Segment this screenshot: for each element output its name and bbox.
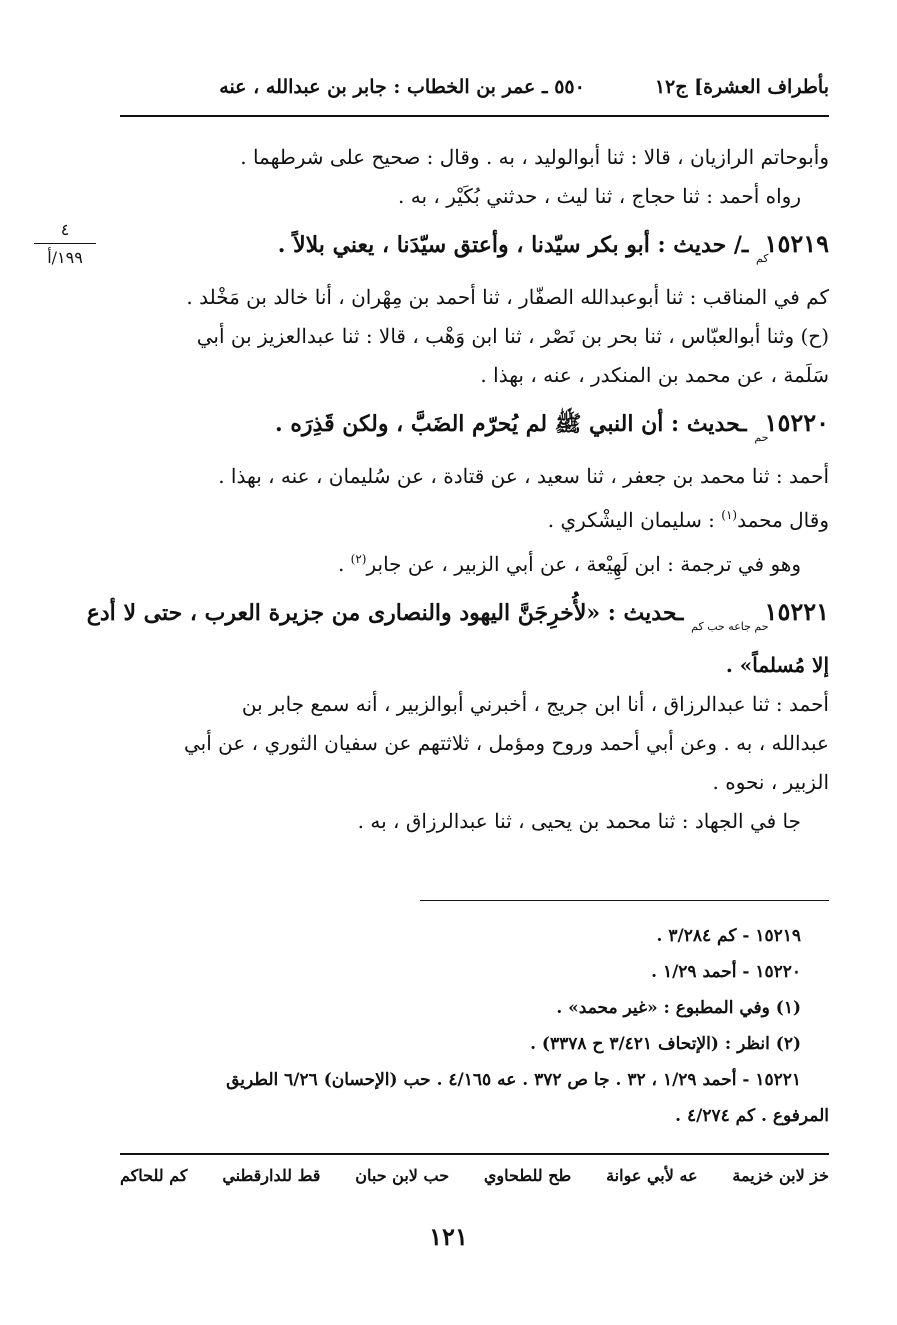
source-symbol: كم: [755, 252, 769, 265]
footnote: ١٥٢٢٠ - أحمد ١/٢٩ .: [651, 962, 801, 982]
abbreviation-item: خز لابن خزيمة: [732, 1166, 829, 1185]
text-span: وهو في ترجمة : ابن لَهِيْعة ، عن أبي الزبير ، عن جابر: [366, 552, 801, 576]
abbreviation-item: كم للحاكم: [120, 1166, 188, 1185]
footnote-ref: (١): [721, 508, 738, 522]
source-symbol: حم: [754, 431, 769, 444]
running-title-chapter: ٥٥٠ ـ عمر بن الخطاب : جابر بن عبدالله ، عنه: [219, 76, 585, 98]
footnote: المرفوع . كم ٤/٢٧٤ .: [675, 1106, 829, 1126]
text-line: [120, 496, 829, 540]
text-span: .: [337, 552, 351, 576]
text-line: [120, 540, 829, 584]
footnote: (١) وفي المطبوع : «غير محمد» .: [556, 998, 801, 1018]
hadith-number: ١٥٢٢١: [764, 597, 829, 626]
hadith-title: ـحديث : «لأُخرِجَنَّ اليهود والنصارى من جزيرة العرب ، حتى لا أدع: [86, 600, 684, 626]
footnote-ref: (٢): [350, 552, 367, 566]
hadith-heading-15221: [86, 592, 829, 646]
abbreviation-rule: [120, 1153, 829, 1155]
text-line: جا في الجهاد : ثنا محمد بن يحيى ، ثنا عبدالرزاق ، به .: [357, 809, 801, 833]
margin-note-top: ٤: [60, 220, 70, 239]
hadith-heading-15220: [120, 403, 829, 457]
abbreviation-item: عه لأبي عوانة: [606, 1166, 698, 1185]
source-symbol: حم جاعه حب كم: [691, 620, 769, 633]
margin-note-bottom: ١٩٩/أ: [47, 248, 83, 267]
footnotes: [120, 918, 829, 1134]
hadith-number: ١٥٢١٩: [764, 229, 829, 258]
abbreviation-item: حب لابن حبان: [355, 1166, 450, 1185]
main-text: [86, 138, 829, 841]
margin-folio-note: [30, 220, 100, 267]
text-line: عبدالله ، به . وعن أبي أحمد وروح ومؤمل ، ثلاثتهم عن سفيان الثوري ، عن أبي: [184, 731, 829, 755]
text-line: وأبوحاتم الرازيان ، قالا : ثنا أبوالوليد ، به . وقال : صحيح على شرطهما .: [240, 145, 829, 169]
header-rule: [120, 115, 829, 117]
text-span: وقال محمد: [737, 508, 829, 532]
text-line: رواه أحمد : ثنا حجاج ، ثنا ليث ، حدثني بُكَيْر ، به .: [398, 184, 801, 208]
abbreviation-key: [120, 1166, 829, 1185]
hadith-title: ـحديث : أن النبي ﷺ لم يُحرّم الضَبَّ ، ولكن قَذِرَه .: [275, 411, 747, 437]
abbreviation-item: قط للدارقطني: [222, 1166, 321, 1185]
running-header: [120, 70, 829, 104]
hadith-heading-15219: [120, 224, 829, 278]
page-number: ١٢١: [429, 1222, 468, 1251]
hadith-title: ـ/ حديث : أبو بكر سيّدنا ، وأعتق سيّدَنا ، يعني بلالاً .: [277, 232, 749, 258]
text-line: الزبير ، نحوه .: [712, 770, 829, 794]
footnote: ١٥٢١٩ - كم ٣/٢٨٤ .: [656, 926, 801, 946]
text-span: : سليمان اليشْكري .: [547, 508, 722, 532]
footnote-rule: [420, 900, 829, 901]
text-line: أحمد : ثنا محمد بن جعفر ، ثنا سعيد ، عن قتادة ، عن سُليمان ، عنه ، بهذا .: [218, 464, 829, 488]
footnote: ١٥٢٢١ - أحمد ١/٢٩ ، ٣٢ . جا ص ٣٧٢ . عه ٤/١٦٥ . حب (الإحسان) ٦/٢٦ الطريق: [226, 1070, 801, 1090]
footnote: (٢) انظر : (الإتحاف ٣/٤٢١ ح ٣٣٧٨) .: [530, 1034, 801, 1054]
text-line: سَلَمة ، عن محمد بن المنكدر ، عنه ، بهذا .: [480, 363, 829, 387]
margin-note-divider: [34, 243, 96, 244]
text-line: أحمد : ثنا عبدالرزاق ، أنا ابن جريج ، أخبرني أبوالزبير ، أنه سمع جابر بن: [241, 692, 829, 716]
text-line: كم في المناقب : ثنا أبوعبدالله الصفّار ، ثنا أحمد بن مِهْران ، أنا خالد بن مَخْلد .: [186, 285, 829, 309]
running-title-volume: بأطراف العشرة] ج١٢: [654, 76, 829, 98]
hadith-number: ١٥٢٢٠: [764, 408, 829, 437]
hadith-title-continued: إلا مُسلماً» .: [725, 653, 829, 677]
text-line: (ح) وثنا أبوالعبّاس ، ثنا بحر بن نَصْر ، ثنا ابن وَهْب ، قالا : ثنا عبدالعزيز بن أبي: [196, 324, 829, 348]
abbreviation-item: طح للطحاوي: [483, 1166, 572, 1185]
